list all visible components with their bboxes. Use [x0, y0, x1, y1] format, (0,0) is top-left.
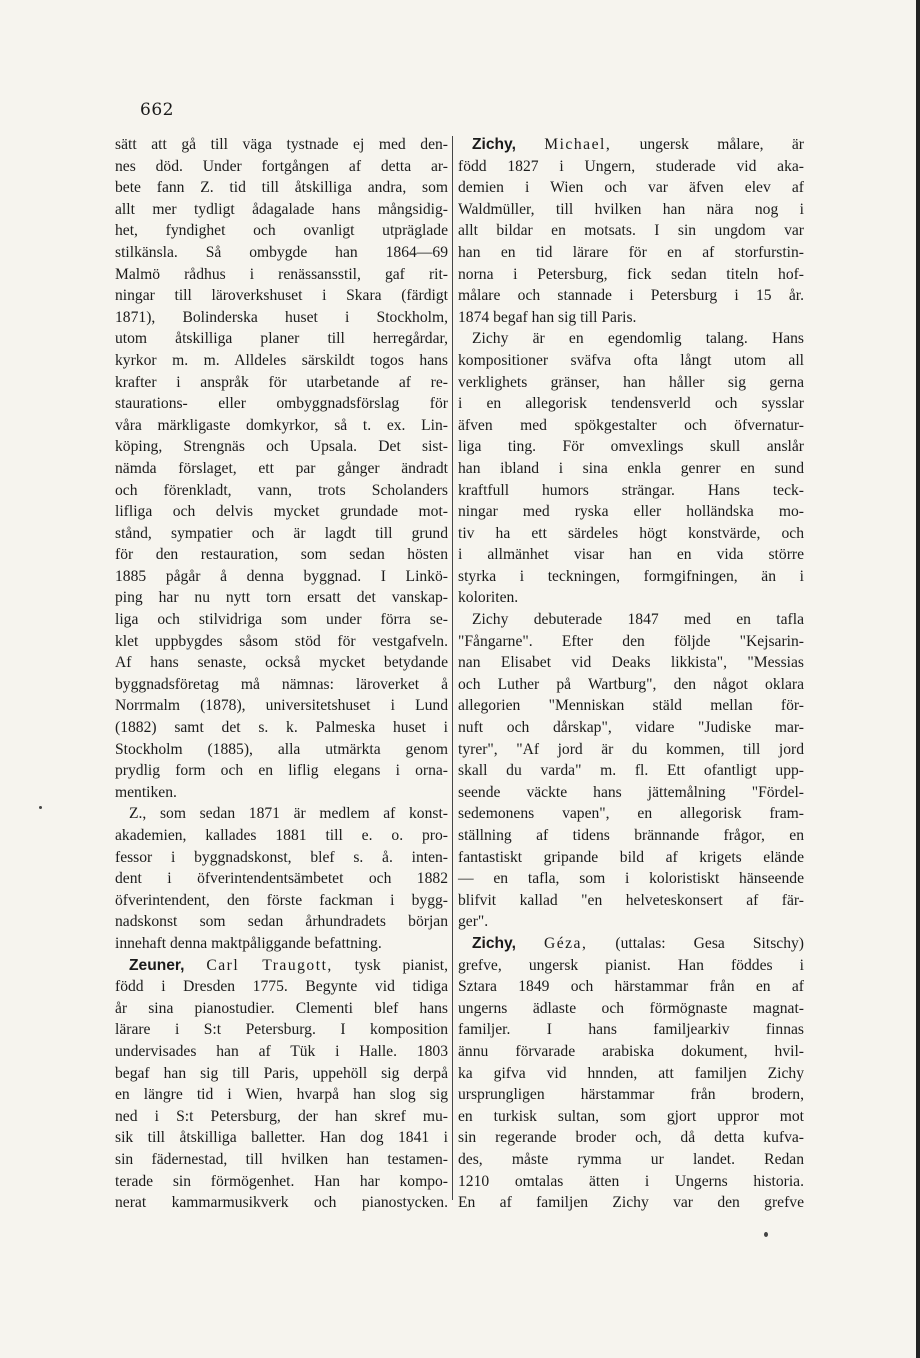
text-line: han ibland i sina enkla genrer en sund — [458, 459, 804, 477]
text-line: Zichy är en egendomlig talang. Hans — [472, 330, 804, 348]
text-line: Sztara 1849 och härstammar från en af — [458, 978, 804, 996]
text-line: dent i öfverintendentsämbetet och 1882 — [115, 870, 448, 888]
text-line: lifliga och delvis mycket grundade mot- — [115, 503, 448, 521]
text-line: ned i S:t Petersburg, der han skref mu- — [115, 1107, 448, 1125]
text-line: — en tafla, som i koloristiskt hänseende — [458, 870, 804, 888]
text-line: (1882) samt det s. k. Palmeska huset i — [115, 719, 448, 737]
text-line: 1874 begaf han sig till Paris. — [458, 308, 637, 326]
text-line: utom åtskilliga planer till herregårdar, — [115, 330, 448, 348]
text-line: ursprungligen härstammar från brodern, — [458, 1086, 804, 1104]
text-line: skall du varda" m. fl. Ett ofantligt upp- — [458, 762, 804, 780]
text-line: målare och stannade i Petersburg i 15 år. — [458, 287, 804, 305]
text-line: ping har nu nytt torn ersatt det vanskap- — [115, 589, 448, 607]
entry-zeuner-first-line — [115, 955, 448, 977]
entry-geza-first-line — [458, 933, 804, 955]
text-line: nan Elisabet vid Deaks likkista", "Messias — [458, 654, 804, 672]
speck-mark — [764, 1232, 768, 1237]
text-line: des, måste rymma ur landet. Redan — [458, 1150, 804, 1168]
text-line: ger". — [458, 913, 489, 931]
text-line: kraftfull humors strängar. Hans teck- — [458, 481, 804, 499]
text-line: sätt att gå till väga tystnade ej med den- — [115, 136, 448, 153]
text-line: han en tid lärare för en af storfurstin- — [458, 243, 804, 261]
text-line: "Fångarne". Efter den följde "Kejsarin- — [458, 632, 804, 650]
text-line: född i Dresden 1775. Begynte vid tidiga — [115, 978, 448, 996]
text-line: styrka i teckningen, formgifningen, än i — [458, 567, 804, 585]
left-column — [115, 134, 448, 1214]
text-line: sik till åtskilliga balletter. Han dog 1841 i — [115, 1129, 448, 1147]
text-line: stilkänsla. Så ombygde han 1864—69 — [115, 243, 448, 261]
text-line: nerat kammarmusikverk och pianostycken. — [115, 1194, 448, 1212]
text-line: En af familjen Zichy var den grefve — [458, 1194, 804, 1212]
text-line: nadskonst som sedan århundradets början — [115, 913, 448, 931]
text-line: seende väckte hans jättemålning "Fördel- — [458, 783, 804, 801]
text-line: demien i Wien och var äfven elev af — [458, 179, 804, 197]
text-line: norna i Petersburg, fick sedan titeln hof- — [458, 265, 804, 283]
text-line: fantastiskt gripande bild af krigets elände — [458, 848, 804, 866]
text-line: Zichy debuterade 1847 med en tafla — [472, 611, 804, 629]
entry-headword: Zichy, — [472, 136, 516, 153]
text-line: Af hans senaste, också mycket betydande — [115, 654, 448, 672]
text-line: 1210 omtalas ätten i Ungerns historia. — [458, 1172, 804, 1190]
text-line: prydlig form och en liflig elegans i orna- — [115, 762, 448, 780]
text-line: ställning af tidens brännande frågor, en — [458, 827, 804, 844]
text-line: ka gifva vid hnnden, att familjen Zichy — [458, 1064, 804, 1082]
text-line: mentiken. — [115, 783, 177, 801]
text-line: nämda förslaget, ett par gånger ändradt — [115, 459, 448, 477]
text-line: stånd, sympatier och är lagdt till grund — [115, 524, 448, 542]
text-line: nes död. Under fortgången af detta ar- — [115, 157, 448, 175]
text-line: het, fyndighet och ovanligt utpräglade — [115, 222, 448, 240]
text-line: allegorien "Menniskan stäld mellan för- — [458, 697, 804, 715]
text-line: Norrmalm (1878), universitetshuset i Lund — [115, 697, 448, 715]
entry-given-names: Carl Traugott, — [206, 956, 333, 974]
text-line: liga och stilvidriga som under förra se- — [115, 611, 448, 629]
text-line: ningar till läroverkshuset i Skara (färdigt — [115, 287, 448, 305]
entry-headword: Zeuner, — [129, 956, 185, 974]
page-number: 662 — [140, 100, 174, 120]
text-line: terade sin förmögenhet. Han har kompo- — [115, 1172, 448, 1190]
text-line: sedemonens vapen", en allegorisk fram- — [458, 805, 804, 823]
text-line: akademien, kallades 1881 till e. o. pro- — [115, 827, 448, 844]
text-line: sin regerande broder och, då detta kufva- — [458, 1129, 804, 1147]
text-line: Malmö rådhus i renässansstil, gaf rit- — [115, 265, 448, 283]
text-line: född 1827 i Ungern, studerade vid aka- — [458, 157, 804, 175]
text-line: tyrer", "Af jord är du kommen, till jord — [458, 740, 804, 758]
text-line: 1871), Bolinderska huset i Stockholm, — [115, 308, 448, 326]
text-line: våra märkligaste domkyrkor, så t. ex. Lin- — [115, 416, 448, 434]
text-line: grefve, ungersk pianist. Han föddes i — [458, 956, 804, 974]
text-line: koloriten. — [458, 589, 519, 607]
text-line: krafter i anspråk för utarbetande af re- — [115, 373, 448, 391]
entry-given-names: Michael, — [544, 136, 612, 153]
text-line: lärare i S:t Petersburg. I komposition — [115, 1021, 448, 1039]
entry-michael-first-line — [458, 134, 804, 156]
text-line: bete fann Z. tid till åtskilliga andra, som — [115, 179, 448, 197]
text-line: klet uppbygdes såsom stöd för vestgafveln. — [115, 632, 448, 650]
text-line: och förenkladt, vann, trots Scholanders — [115, 481, 448, 499]
text-line: år sina pianostudier. Clementi blef hans — [115, 999, 448, 1017]
text-line: begaf han sig till Paris, uppehöll sig derpå — [115, 1064, 448, 1082]
text-line: liga ting. För omvexlings skull anslår — [458, 438, 804, 456]
column-divider — [452, 136, 453, 1200]
text-line: ungerns ädlaste och förmögnaste magnat- — [458, 999, 804, 1017]
text-line: undervisades han af Tük i Halle. 1803 — [115, 1042, 448, 1060]
text-line: blifvit kallad "en helveteskonsert af fär- — [458, 891, 804, 909]
entry-headword: Zichy, — [472, 934, 516, 952]
entry-description: tysk pianist, — [354, 956, 448, 974]
speck-mark — [39, 806, 42, 809]
text-line: köping, Strengnäs och Upsala. Det sist- — [115, 438, 448, 456]
text-line: Stockholm (1885), alla utmärkta genom — [115, 740, 448, 758]
text-line: 1885 pågår å denna byggnad. I Linkö- — [115, 567, 448, 585]
entry-description: ungersk målare, är — [639, 136, 804, 153]
text-line: allt mer tydligt ådagalade hans mångsidig- — [115, 200, 448, 218]
entry-given-names: Géza, — [543, 934, 588, 952]
text-line: ningar med ryska eller holländska mo- — [458, 503, 804, 521]
page-edge — [916, 0, 920, 1358]
text-line: fessor i byggnadskonst, blef s. å. inten- — [115, 848, 448, 866]
text-line: Z., som sedan 1871 är medlem af konst- — [129, 805, 448, 823]
text-line: i en allegorisk tendensverld och sysslar — [458, 395, 804, 413]
text-line: i allmänhet visar han en vida större — [458, 546, 804, 564]
text-line: nuft och dårskap", vidare "Judiske mar- — [458, 719, 804, 737]
text-line: verklighets gränser, han håller sig gerna — [458, 373, 804, 391]
text-line: äfven med spökgestalter och öfvernatur- — [458, 416, 804, 434]
text-line: kompositioner sväfva ofta långt utom all — [458, 351, 804, 369]
text-line: en längre tid i Wien, hvarpå han slog sig — [115, 1086, 448, 1104]
text-line: en turkisk sultan, som gjort uppror mot — [458, 1107, 804, 1125]
text-line: öfverintendent, den förste fackman i bygg- — [115, 891, 448, 909]
text-line: familjer. I hans familjearkiv finnas — [458, 1021, 804, 1039]
text-line: staurations- eller ombyggnadsförslag för — [115, 395, 448, 413]
text-line: för den restauration, som sedan hösten — [115, 546, 448, 564]
text-line: kyrkor m. m. Alldeles särskildt togos hans — [115, 351, 448, 369]
text-line: tiv ha ett särdeles högt konstvärde, och — [458, 524, 804, 542]
text-line: allt bildar en motsats. I sin ungdom var — [458, 222, 804, 240]
text-line: byggnadsföretag må nämnas: läroverket å — [115, 675, 448, 693]
entry-description: (uttalas: Gesa Sitschy) — [615, 934, 804, 952]
text-line: sin fädernestad, till hvilken han testamen- — [115, 1150, 448, 1168]
text-line: Waldmüller, till hvilken han nära nog i — [458, 200, 804, 218]
text-line: innehaft denna maktpåliggande befattning. — [115, 934, 382, 952]
text-line: och Luther på Wartburg", den något oklara — [458, 675, 804, 693]
right-column — [458, 134, 804, 1214]
text-line: ännu förvarade arabiska dokument, hvil- — [458, 1042, 804, 1060]
